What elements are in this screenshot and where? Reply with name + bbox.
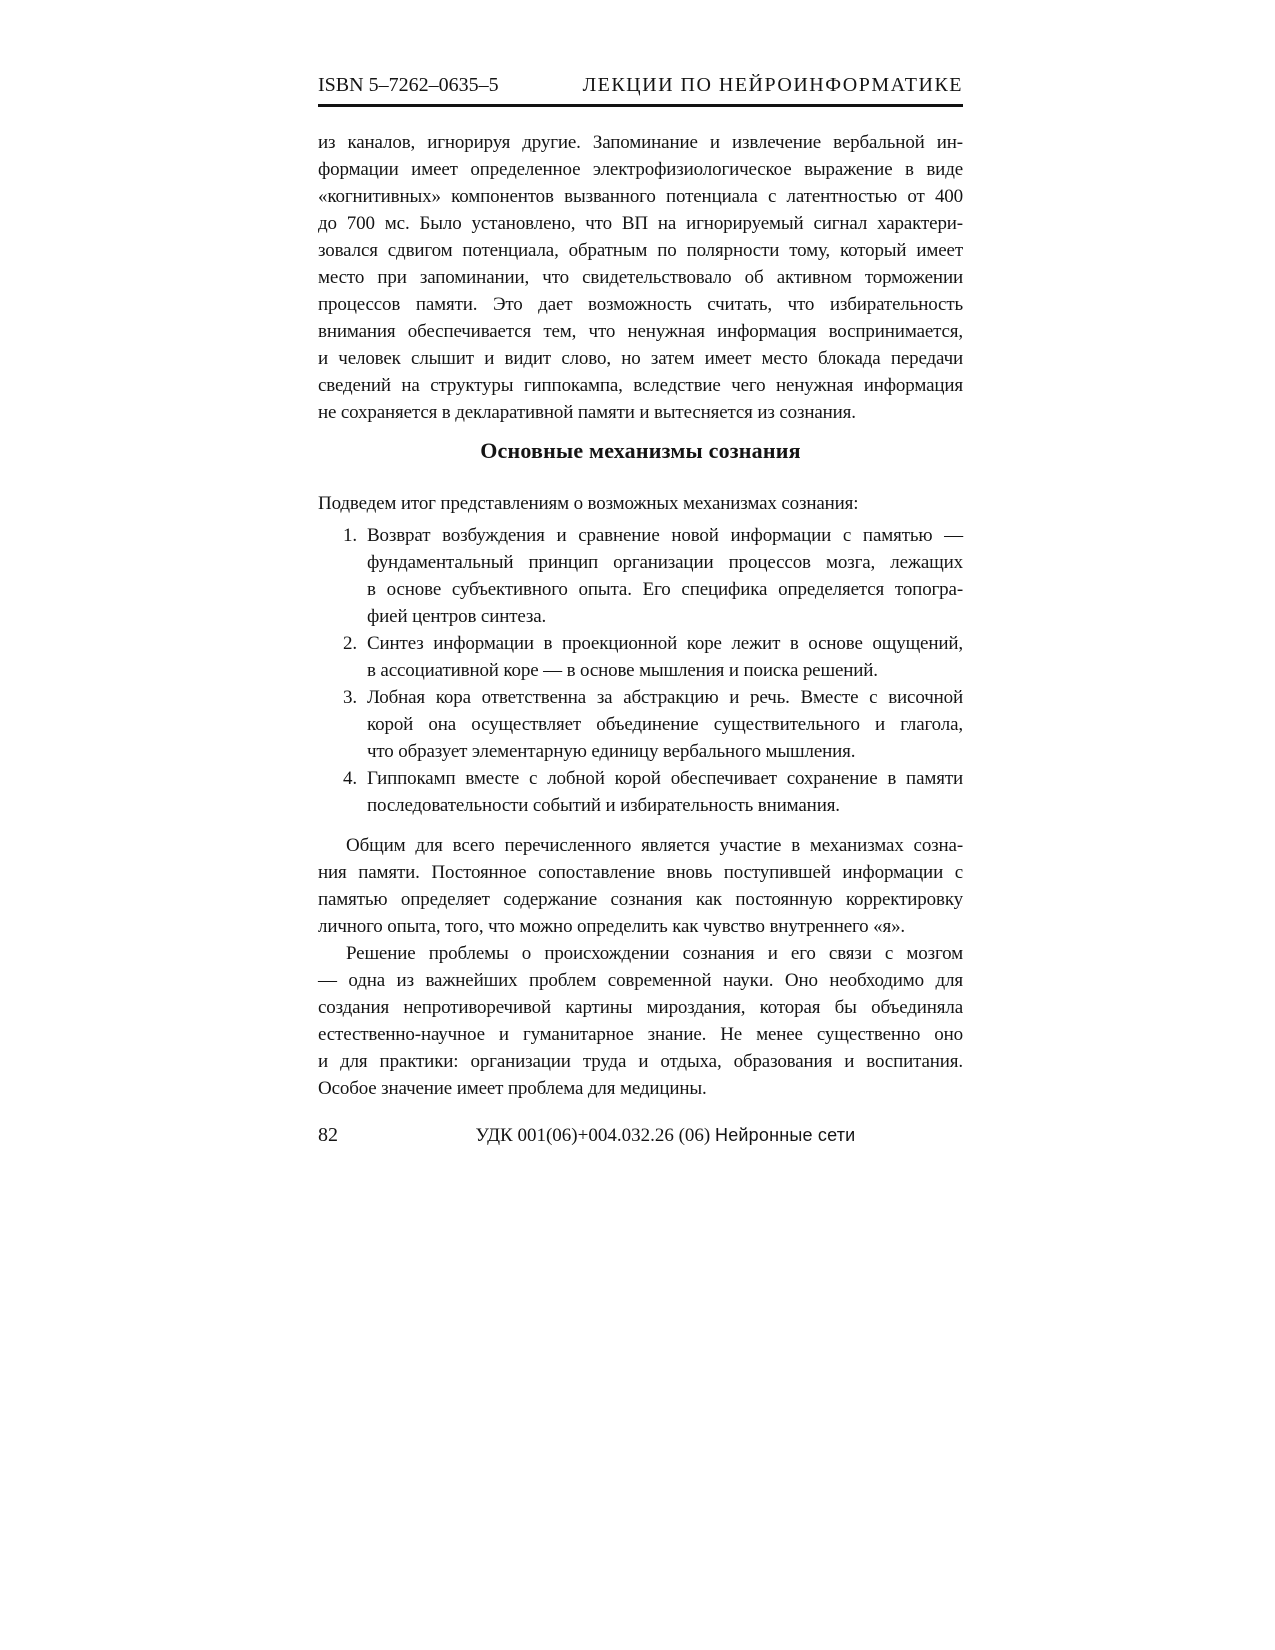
series-title: Нейронные сети — [715, 1125, 856, 1145]
text-line: зовался сдвигом потенциала, обратным по полярности тому, который имеет — [318, 240, 963, 261]
list-item — [318, 630, 963, 684]
text-line: ния памяти. Постоянное сопоставление вновь поступившей информации с — [318, 862, 963, 883]
running-header — [318, 74, 963, 107]
footer-udc-line — [318, 1122, 963, 1149]
list-item-number: 2. — [343, 633, 357, 654]
list-item-text — [367, 630, 963, 684]
text-line: Синтез информации в проекционной коре лежит в основе ощущений, — [367, 633, 963, 654]
list-item-number: 4. — [343, 768, 357, 789]
text-line: место при запоминании, что свидетельствовало об активном торможении — [318, 267, 963, 288]
list-item — [318, 765, 963, 819]
text-line: личного опыта, того, что можно определить как чувство внутреннего «я». — [318, 916, 906, 937]
text-line: сведений на структуры гиппокампа, вследствие чего ненужная информация — [318, 375, 963, 396]
text-line: «когнитивных» компонентов вызванного потенциала с латентностью от 400 — [318, 186, 963, 207]
numbered-list — [318, 522, 963, 819]
text-line: фундаментальный принцип организации процессов мозга, лежащих — [367, 552, 963, 573]
header-running-title: ЛЕКЦИИ ПО НЕЙРОИНФОРМАТИКЕ — [582, 74, 963, 96]
text-block — [318, 74, 963, 1148]
text-line: Решение проблемы о происхождении сознания и его связи с мозгом — [346, 943, 963, 964]
text-line: памятью определяет содержание сознания как постоянную корректировку — [318, 889, 963, 910]
text-line: фией центров синтеза. — [367, 606, 547, 627]
text-line: Гиппокамп вместе с лобной корой обеспечивает сохранение в памяти — [367, 768, 963, 789]
text-line: Общим для всего перечисленного является участие в механизмах созна- — [346, 835, 963, 856]
text-line: не сохраняется в декларативной памяти и вытесняется из сознания. — [318, 402, 856, 423]
page-footer — [318, 1122, 963, 1148]
text-line: и для практики: организации труда и отдыха, образования и воспитания. — [318, 1051, 963, 1072]
paragraph-summary — [318, 832, 963, 940]
text-line: естественно-научное и гуманитарное знание. Не менее существенно оно — [318, 1024, 963, 1045]
udc-code: УДК 001(06)+004.032.26 (06) — [475, 1125, 711, 1146]
text-line: — одна из важнейших проблем современной науки. Оно необходимо для — [318, 970, 963, 991]
text-line: Возврат возбуждения и сравнение новой информации с памятью — — [367, 525, 963, 546]
text-line: что образует элементарную единицу вербального мышления. — [367, 741, 856, 762]
text-line: последовательности событий и избирательность внимания. — [367, 795, 840, 816]
header-isbn: ISBN 5–7262–0635–5 — [318, 74, 499, 96]
list-item-text — [367, 522, 963, 630]
section-heading: Основные механизмы сознания — [480, 438, 801, 463]
text-line: Лобная кора ответственна за абстракцию и речь. Вместе с височной — [367, 687, 963, 708]
paragraph-intro — [318, 490, 963, 517]
text-line: корой она осуществляет объединение существительного и глагола, — [367, 714, 963, 735]
text-line: внимания обеспечивается тем, что ненужная информация воспринимается, — [318, 321, 963, 342]
paragraph-conclusion — [318, 940, 963, 1102]
list-item — [318, 522, 963, 630]
text-line: Особое значение имеет проблема для медицины. — [318, 1078, 707, 1099]
text-line: в ассоциативной коре — в основе мышления и поиска решений. — [367, 660, 878, 681]
page-number: 82 — [318, 1124, 338, 1146]
text-line: из каналов, игнорируя другие. Запоминание и извлечение вербальной ин- — [318, 132, 963, 153]
text-line: формации имеет определенное электрофизиологическое выражение в виде — [318, 159, 963, 180]
list-item-text — [367, 765, 963, 819]
paragraph-continued — [318, 129, 963, 426]
text-line: процессов памяти. Это дает возможность считать, что избирательность — [318, 294, 963, 315]
list-item-number: 1. — [343, 525, 357, 546]
list-item-text — [367, 684, 963, 765]
text-line: и человек слышит и видит слово, но затем имеет место блокада передачи — [318, 348, 963, 369]
text-line: до 700 мс. Было установлено, что ВП на игнорируемый сигнал характери- — [318, 213, 963, 234]
text-line: создания непротиворечивой картины мироздания, которая бы объединяла — [318, 997, 963, 1018]
text-line: Подведем итог представлениям о возможных механизмах сознания: — [318, 493, 859, 514]
list-item-number: 3. — [343, 687, 357, 708]
list-item — [318, 684, 963, 765]
text-line: в основе субъективного опыта. Его специфика определяется топогра- — [367, 579, 963, 600]
